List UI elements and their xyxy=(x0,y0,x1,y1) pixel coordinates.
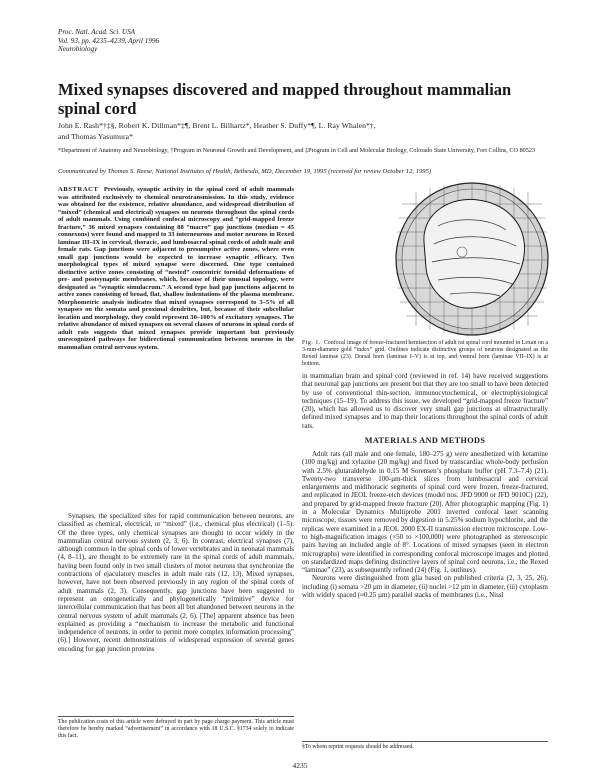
authors-line-2: and Thomas Yasumura* xyxy=(58,131,134,141)
methods-heading: MATERIALS AND METHODS xyxy=(364,436,486,445)
publication-cost-footnote: The publication costs of this article were defrayed in part by page charge payment. This article must therefore be hereby marked “advertisement” in accordance with 18 U.S.C. §1734 solely to indicate this fact. xyxy=(58,719,294,739)
authors-line-1: John E. Rash*†‡§, Robert K. Dillman*‡¶, Brent L. Bilhartz*, Heather S. Duffy*¶, L. Ray Whalen*†, xyxy=(58,121,376,130)
abstract-body: Previously, synaptic activity in the spinal cord of adult mammals was attributed exclusively to chemical neurotransmission. In this study, evidence was obtained for the existence, relative abundance, and widespread distribution of “mixed” (chemical and electrical) synapses on neurons throughout the spinal cords of adult mammals. Using combined confocal microscopy and “grid-mapped freeze fracture,” 36 mixed synapses containing 88 “macro” gap junctions (median = 45 connexons) were found and mapped to 33 interneurons and motor neurons in Rexed laminae III–IX in cervical, thoracic, and lumbosacral spinal cords of adult male and female rats. Gap junctions were adjacent to presumptive active zones, where even small gap junctions would be expected to increase synaptic efficacy. Two morphological types of mixed synapse were discerned. One type contained distinctive active zones consisting of “nested” concentric toroidal deformations of pre- and postsynaptic membranes, which, because of their unusual topology, were designated as “synaptic simulacrum.” A second type had gap junctions adjacent to active zones consisting of broad, flat, shallow indentations of the plasma membrane. Morphometric analysis indicates that mixed synapses correspond to 3–5% of all synapses on the somata and proximal dendrites, but, because of their subcellular location and morphology, they could represent 30–100% of excitatory synapses. The relative abundance of mixed synapses on several classes of neurons in spinal cords of adult rats suggests that mixed synapses provide important but previously unrecognized pathways for bidirectional communication between neurons in the mammalian central nervous system. xyxy=(58,186,294,351)
introduction: Synapses, the specialized sites for rapid communication between neurons, are classified as chemical, electrical, or “mixed” (i.e., chemical plus electrical) (1–5). Of the three types, only chemical synapses are thought to occur widely in the mammalian central nervous system (2, 3, 6). In contrast, electrical synapses (7), although common in the spinal cords of lower vertebrates and in neonatal mammals (4, 8–11), are thought to be extremely rare in the spinal cords of adult mammals, having been found only in two small clusters of motor neurons that synchronize the contractions of ejaculatory muscles in adult male rats (12, 13). Mixed synapses, however, have not been observed previously in any region of the spinal cords of adult mammals (2, 3). Consequently, gap junctions have been suggested to represent an ontogenetically and phylogenetically “primitive” device for intercellular communication that has been all but abandoned between neurons in the central nervous system of adult mammals (2, 6). [The] apparent absence has been explained as providing a “mechanism to increase the metabolic and functional independence of neurons, in order to permit more complex information processing” (6).] However, recent demonstrations of widespread expression of several genes encoding for gap junction proteins xyxy=(58,512,294,653)
figure-1-confocal-image xyxy=(302,182,552,337)
affiliations: *Department of Anatomy and Neurobiology, †Program in Neuronal Growth and Development, and ‡Program in Cell and Molecular Biology, Colorado State University, Fort Collins, CO 80523 xyxy=(58,147,536,154)
methods-section xyxy=(302,450,548,599)
methods-paragraph-1: Adult rats (all male and one female, 180–275 g) were anesthetized with ketamine (100 mg/kg) and xylazine (20 mg/kg) and fixed by transcardiac whole-body perfusion with 2.5% glutaraldehyde in 0.15 M Sorensen’s phosphate buffer (pH 7.3–7.4) (21). Twenty-two transverse 100-µm-thick slices from lumbosacral and cervical enlargements and midthoracic segments of spinal cord were frozen, freeze-fractured, and replicated in JEOL freeze-etch devices (model nos. JFD 9000 or JFD 9010C) (22), and prepared by grid-mapped freeze fracture (20). After photographic mapping (Fig. 1) in a Molecular Dynamics Multiprobe 2001 inverted confocal laser scanning microscope, tissues were removed by digestion in 5.25% sodium hypochlorite, and the replicas were examined in a JEOL 2000 EX-II transmission electron microscope. Low- to high-magnification images (×50 to ×100,000) were photographed as stereoscopic pairs having an included angle of 8°. Locations of mixed synapses (seen in electron micrographs) were identified in corresponding confocal microscope images and plotted on standardized maps defining distinctive layers of spinal cord neurons, i.e., the Rexed “laminae” (23), as subsequently refined (24) (Fig. 1, outlines). xyxy=(302,450,548,575)
author-list xyxy=(58,121,548,142)
methods-paragraph-2: Neurons were distinguished from glia based on published criteria (2, 3, 25, 26), including (i) somata >20 µm in diameter, (ii) nuclei >12 µm in diameter, (iii) cytoplasm with widely spaced (≈0.25 µm) parallel stacks of membranes (i.e., Nissl xyxy=(302,574,548,600)
page-number: 4235 xyxy=(292,761,308,770)
figure-1-caption xyxy=(302,340,548,368)
abstract xyxy=(58,186,294,351)
journal-volume: Vol. 93, pp. 4235–4239, April 1996 xyxy=(58,36,160,45)
journal-name: Proc. Natl. Acad. Sci. USA xyxy=(58,28,136,36)
figure-caption-text: Confocal image of freeze-fractured hemisection of adult rat spinal cord mounted in Lexan on a 3-mm-diameter gold “index” grid. Outlines indicate distinctive groups of neurons designated as the Rexed laminae (23). Dorsal horn (laminae I–V) is at top, and ventral horn (laminae VII–IX) is at bottom. xyxy=(302,340,548,367)
reprint-footnote: §To whom reprint requests should be addressed. xyxy=(302,744,414,750)
journal-header xyxy=(58,28,159,54)
intro-continued: in mammalian brain and spinal cord (reviewed in ref. 14) have received suggestions that neuronal gap junctions are present but that they are too small to have been detected by use of conventional thin-section, immunocytochemical, or electrophysiological techniques (15–19). To address this issue, we developed “grid-mapped freeze fracture” (20), which has allowed us to discover very small gap junctions at ultrastructurally defined mixed synapses and to map their locations throughout the spinal cords of adult rats. xyxy=(302,372,548,430)
abstract-heading: ABSTRACT xyxy=(58,186,99,193)
figure-label: Fig. 1. xyxy=(302,340,321,346)
article-title: Mixed synapses discovered and mapped throughout mammalian spinal cord xyxy=(58,80,512,118)
communicated-by: Communicated by Thomas S. Reese, National Institutes of Health, Bethesda, MD, December 19, 1995 (received for review October 12, 1995) xyxy=(58,168,432,175)
footnote-rule-right xyxy=(302,741,548,742)
footnote-rule-left xyxy=(58,716,294,717)
journal-section: Neurobiology xyxy=(58,45,98,54)
